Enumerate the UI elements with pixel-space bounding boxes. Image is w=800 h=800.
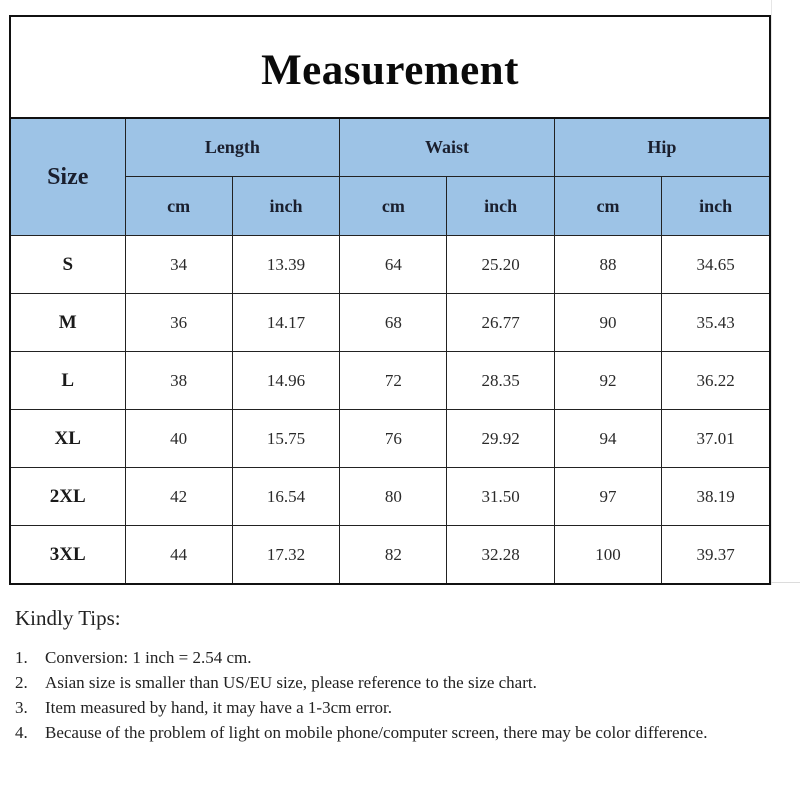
chart-title: Measurement: [261, 46, 519, 94]
table-row: [11, 236, 769, 294]
waist-inch-cell: 28.35: [447, 352, 554, 410]
size-cell: M: [11, 294, 125, 352]
length-cm-cell: 38: [125, 352, 232, 410]
header-length: Length: [125, 119, 340, 177]
length-cm-cell: 40: [125, 410, 232, 468]
length-inch-cell: 15.75: [232, 410, 339, 468]
hip-inch-cell: 38.19: [662, 468, 769, 526]
header-waist-cm: cm: [340, 177, 447, 236]
waist-inch-cell: 29.92: [447, 410, 554, 468]
tips-heading: Kindly Tips:: [15, 606, 121, 630]
table-row: [11, 468, 769, 526]
tip-text: Conversion: 1 inch = 2.54 cm.: [45, 648, 252, 667]
table-row: [11, 410, 769, 468]
hip-inch-cell: 34.65: [662, 236, 769, 294]
header-hip-inch: inch: [662, 177, 769, 236]
header-waist-inch: inch: [447, 177, 554, 236]
header-waist: Waist: [340, 119, 555, 177]
length-cm-cell: 42: [125, 468, 232, 526]
hip-cm-cell: 88: [554, 236, 661, 294]
table-header: [11, 119, 769, 236]
table-row: [11, 526, 769, 584]
title-row: [11, 17, 769, 119]
size-cell: 2XL: [11, 468, 125, 526]
length-inch-cell: 16.54: [232, 468, 339, 526]
length-inch-cell: 14.17: [232, 294, 339, 352]
image-edge-line: [771, 582, 800, 583]
tip-item: [15, 720, 785, 745]
tip-item: [15, 695, 785, 720]
header-hip-cm: cm: [554, 177, 661, 236]
waist-cm-cell: 80: [340, 468, 447, 526]
table-row: [11, 352, 769, 410]
size-chart: [9, 15, 771, 585]
tip-number: 4.: [15, 723, 28, 742]
tip-number: 3.: [15, 698, 28, 717]
hip-cm-cell: 94: [554, 410, 661, 468]
length-inch-cell: 17.32: [232, 526, 339, 584]
table-body: [11, 236, 769, 584]
waist-cm-cell: 72: [340, 352, 447, 410]
length-cm-cell: 36: [125, 294, 232, 352]
kindly-tips: [15, 606, 785, 745]
tip-text: Item measured by hand, it may have a 1-3cm error.: [45, 698, 392, 717]
length-cm-cell: 44: [125, 526, 232, 584]
waist-inch-cell: 32.28: [447, 526, 554, 584]
tip-text: Asian size is smaller than US/EU size, please reference to the size chart.: [45, 673, 537, 692]
hip-inch-cell: 36.22: [662, 352, 769, 410]
length-inch-cell: 14.96: [232, 352, 339, 410]
tip-item: [15, 670, 785, 695]
hip-cm-cell: 97: [554, 468, 661, 526]
header-length-cm: cm: [125, 177, 232, 236]
hip-inch-cell: 39.37: [662, 526, 769, 584]
tip-item: [15, 645, 785, 670]
waist-inch-cell: 31.50: [447, 468, 554, 526]
hip-inch-cell: 37.01: [662, 410, 769, 468]
waist-cm-cell: 76: [340, 410, 447, 468]
header-hip: Hip: [554, 119, 769, 177]
size-cell: XL: [11, 410, 125, 468]
waist-inch-cell: 26.77: [447, 294, 554, 352]
tip-number: 2.: [15, 673, 28, 692]
header-length-inch: inch: [232, 177, 339, 236]
measurement-table: [11, 119, 769, 583]
header-size: Size: [11, 119, 125, 236]
size-cell: S: [11, 236, 125, 294]
waist-inch-cell: 25.20: [447, 236, 554, 294]
hip-inch-cell: 35.43: [662, 294, 769, 352]
size-cell: L: [11, 352, 125, 410]
tips-list: [15, 645, 785, 745]
tip-text: Because of the problem of light on mobile phone/computer screen, there may be color difference.: [45, 723, 708, 742]
image-edge-line: [771, 0, 772, 585]
waist-cm-cell: 82: [340, 526, 447, 584]
waist-cm-cell: 68: [340, 294, 447, 352]
hip-cm-cell: 100: [554, 526, 661, 584]
hip-cm-cell: 92: [554, 352, 661, 410]
length-inch-cell: 13.39: [232, 236, 339, 294]
hip-cm-cell: 90: [554, 294, 661, 352]
tip-number: 1.: [15, 648, 28, 667]
size-cell: 3XL: [11, 526, 125, 584]
table-row: [11, 294, 769, 352]
waist-cm-cell: 64: [340, 236, 447, 294]
length-cm-cell: 34: [125, 236, 232, 294]
